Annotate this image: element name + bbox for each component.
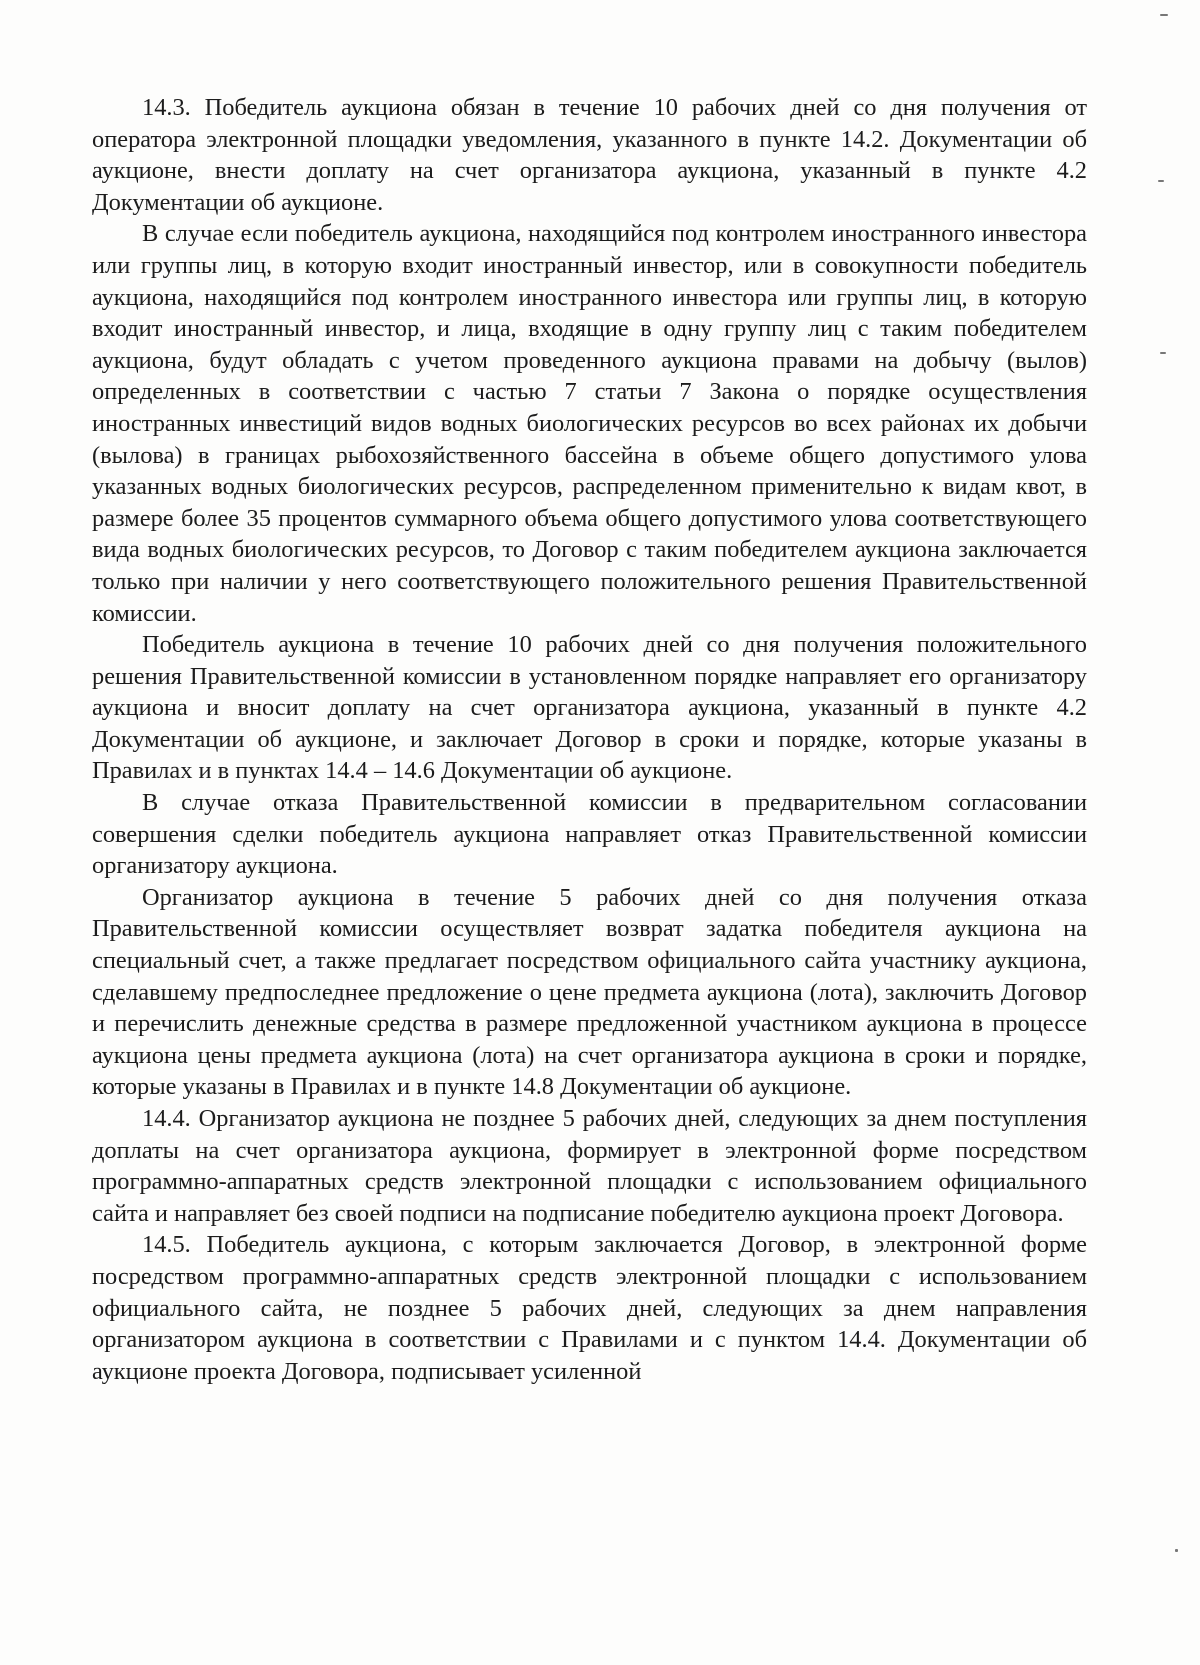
scan-speck [1160,14,1168,16]
paragraph-positive-decision: Победитель аукциона в течение 10 рабочих дней со дня получения положительного решения Правительственной комиссии в установленном порядке направляет его организатору аукциона и вносит доплату на счет организатора аукциона, указанный в пункте 4.2 Документации об аукционе, и заключает Договор в сроки и порядке, которые указаны в Правилах и в пунктах 14.4 – 14.6 Документации об аукционе. [92,631,1087,785]
paragraph-commission-refusal: В случае отказа Правительственной комиссии в предварительном согласовании совершения сделки победитель аукциона направляет отказ Правительственной комиссии организатору аукциона. [92,789,1087,880]
scan-speck [1175,1549,1178,1552]
document-body [92,92,1087,1387]
scan-speck [1158,180,1164,182]
paragraph-deposit-return: Организатор аукциона в течение 5 рабочих дней со дня получения отказа Правительственной комиссии осуществляет возврат задатка победителя аукциона на специальный счет, а также предлагает посредством официального сайта участнику аукциона, сделавшему предпоследнее предложение о цене предмета аукциона (лота), заключить Договор и перечислить денежные средства в размере предложенной участником аукциона в процессе аукциона цены предмета аукциона (лота) на счет организатора аукциона в сроки и порядке, которые указаны в Правилах и в пункте 14.8 Документации об аукционе. [92,883,1087,1101]
scan-speck [1160,352,1166,354]
paragraph-14-3: 14.3. Победитель аукциона обязан в течение 10 рабочих дней со дня получения от оператора электронной площадки уведомления, указанного в пункте 14.2. Документации об аукционе, внести доплату на счет организатора аукциона, указанный в пункте 4.2 Документации об аукционе. [92,94,1087,216]
paragraph-foreign-investor-condition: В случае если победитель аукциона, находящийся под контролем иностранного инвестора или группы лиц, в которую входит иностранный инвестор, или в совокупности победитель аукциона, находящийся под контролем иностранного инвестора или группы лиц, в которую входит иностранный инвестор, и лица, входящие в одну группу лиц с таким победителем аукциона, будут обладать с учетом проведенного аукциона правами на добычу (вылов) определенных в соответствии с частью 7 статьи 7 Закона о порядке осуществления иностранных инвестиций видов водных биологических ресурсов во всех районах их добычи (вылова) в границах рыбохозяйственного бассейна в объеме общего допустимого улова указанных водных биологических ресурсов, распределенном применительно к видам квот, в размере более 35 процентов суммарного объема общего допустимого улова соответствующего вида водных биологических ресурсов, то Договор с таким победителем аукциона заключается только при наличии у него соответствующего положительного решения Правительственной комиссии. [92,220,1087,627]
paragraph-14-4: 14.4. Организатор аукциона не позднее 5 рабочих дней, следующих за днем поступления доплаты на счет организатора аукциона, формирует в электронной форме посредством программно-аппаратных средств электронной площадки с использованием официального сайта и направляет без своей подписи на подписание победителю аукциона проект Договора. [92,1105,1087,1227]
paragraph-14-5: 14.5. Победитель аукциона, с которым заключается Договор, в электронной форме посредством программно-аппаратных средств электронной площадки с использованием официального сайта, не позднее 5 рабочих дней, следующих за днем направления организатором аукциона в соответствии с Правилами и с пунктом 14.4. Документации об аукционе проекта Договора, подписывает усиленной [92,1231,1087,1385]
